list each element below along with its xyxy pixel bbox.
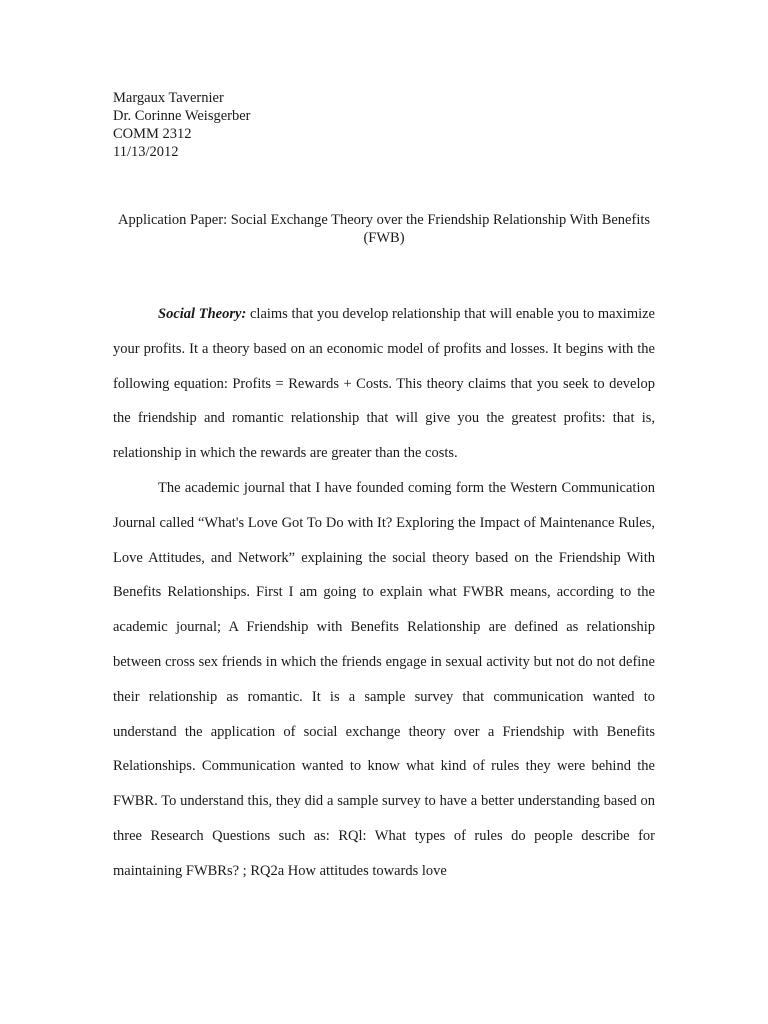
paragraph-1 bbox=[113, 297, 655, 471]
paragraph-1-text: claims that you develop relationship that will enable you to maximize your profits. It a theory based on an economic model of profits and losses. It begins with the following equation: Profits = Rewards + Costs. This theory claims that you seek to develop the friendship and romantic relationship that will give you the greatest profits: that is, relationship in which the rewards are greater than the costs. bbox=[113, 306, 655, 462]
instructor-name: Dr. Corinne Weisgerber bbox=[113, 108, 251, 124]
date: 11/13/2012 bbox=[113, 144, 179, 160]
course-code: COMM 2312 bbox=[113, 126, 192, 142]
header-block bbox=[113, 89, 251, 161]
paragraph-2-text: The academic journal that I have founded coming form the Western Communication Journal called “What's Love Got To Do with It? Exploring the Impact of Maintenance Rules, Love Attitudes, and Network” explaining the social theory based on the Friendship With Benefits Relationships. First I am going to explain what FWBR means, according to the academic journal; A Friendship with Benefits Relationship are defined as relationship between cross sex friends in which the friends engage in sexual activity but not do not define their relationship as romantic. It is a sample survey that communication wanted to understand the application of social exchange theory over a Friendship with Benefits Relationships. Communication wanted to know what kind of rules they were behind the FWBR. To understand this, they did a sample survey to have a better understanding based on three Research Questions such as: RQl: What types of rules do people describe for maintaining FWBRs? ; RQ2a How attitudes towards love bbox=[113, 479, 655, 879]
paragraph-2 bbox=[113, 471, 655, 889]
author-name: Margaux Tavernier bbox=[113, 90, 224, 106]
body-text bbox=[113, 297, 655, 889]
paper-title: Application Paper: Social Exchange Theory over the Friendship Relationship With Benefits (FWB) bbox=[117, 212, 651, 246]
paragraph-1-lead: Social Theory: bbox=[158, 306, 247, 322]
